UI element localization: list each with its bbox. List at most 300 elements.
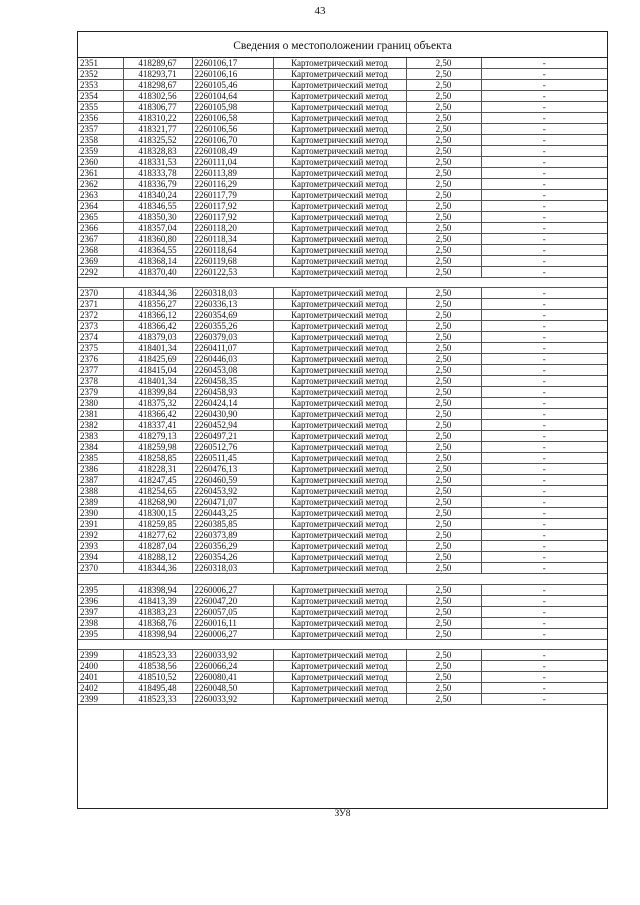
description-cell: - bbox=[481, 321, 607, 332]
method-cell: Картометрический метод bbox=[273, 157, 406, 168]
y-coordinate-cell: 2260373,89 bbox=[192, 530, 273, 541]
y-coordinate-cell: 2260104,64 bbox=[192, 91, 273, 102]
accuracy-cell: 2,50 bbox=[406, 486, 481, 497]
accuracy-cell: 2,50 bbox=[406, 58, 481, 69]
x-coordinate-cell: 418279,13 bbox=[123, 431, 192, 442]
x-coordinate-cell: 418287,04 bbox=[123, 541, 192, 552]
description-cell: - bbox=[481, 245, 607, 256]
y-coordinate-cell: 2260106,58 bbox=[192, 113, 273, 124]
point-number-cell: 2402 bbox=[78, 682, 123, 693]
accuracy-cell: 2,50 bbox=[406, 256, 481, 267]
x-coordinate-cell: 418328,83 bbox=[123, 146, 192, 157]
y-coordinate-cell: 2260379,03 bbox=[192, 332, 273, 343]
method-cell: Картометрический метод bbox=[273, 135, 406, 146]
x-coordinate-cell: 418366,12 bbox=[123, 310, 192, 321]
accuracy-cell: 2,50 bbox=[406, 69, 481, 80]
x-coordinate-cell: 418310,22 bbox=[123, 113, 192, 124]
description-cell: - bbox=[481, 223, 607, 234]
x-coordinate-cell: 418364,55 bbox=[123, 245, 192, 256]
method-cell: Картометрический метод bbox=[273, 201, 406, 212]
method-cell: Картометрический метод bbox=[273, 124, 406, 135]
x-coordinate-cell: 418415,04 bbox=[123, 365, 192, 376]
y-coordinate-cell: 2260355,26 bbox=[192, 321, 273, 332]
x-coordinate-cell: 418228,31 bbox=[123, 464, 192, 475]
description-cell: - bbox=[481, 387, 607, 398]
y-coordinate-cell: 2260047,20 bbox=[192, 595, 273, 606]
y-coordinate-cell: 2260118,64 bbox=[192, 245, 273, 256]
point-number-cell: 2396 bbox=[78, 595, 123, 606]
description-cell: - bbox=[481, 288, 607, 299]
description-cell: - bbox=[481, 332, 607, 343]
y-coordinate-cell: 2260108,49 bbox=[192, 146, 273, 157]
description-cell: - bbox=[481, 628, 607, 639]
description-cell: - bbox=[481, 486, 607, 497]
method-cell: Картометрический метод bbox=[273, 376, 406, 387]
description-cell: - bbox=[481, 124, 607, 135]
point-number-cell: 2397 bbox=[78, 606, 123, 617]
accuracy-cell: 2,50 bbox=[406, 671, 481, 682]
method-cell: Картометрический метод bbox=[273, 606, 406, 617]
y-coordinate-cell: 2260016,11 bbox=[192, 617, 273, 628]
table-row bbox=[78, 606, 607, 617]
point-number-cell: 2394 bbox=[78, 552, 123, 563]
point-number-cell: 2391 bbox=[78, 519, 123, 530]
y-coordinate-cell: 2260411,07 bbox=[192, 343, 273, 354]
y-coordinate-cell: 2260113,89 bbox=[192, 168, 273, 179]
y-coordinate-cell: 2260446,03 bbox=[192, 354, 273, 365]
x-coordinate-cell: 418401,34 bbox=[123, 376, 192, 387]
y-coordinate-cell: 2260471,07 bbox=[192, 497, 273, 508]
accuracy-cell: 2,50 bbox=[406, 245, 481, 256]
point-number-cell: 2383 bbox=[78, 431, 123, 442]
table-row bbox=[78, 387, 607, 398]
point-number-cell: 2400 bbox=[78, 660, 123, 671]
method-cell: Картометрический метод bbox=[273, 486, 406, 497]
method-cell: Картометрический метод bbox=[273, 649, 406, 660]
table-row bbox=[78, 299, 607, 310]
table-row bbox=[78, 256, 607, 267]
accuracy-cell: 2,50 bbox=[406, 113, 481, 124]
section-separator-row bbox=[78, 639, 607, 649]
table-row bbox=[78, 671, 607, 682]
x-coordinate-cell: 418298,67 bbox=[123, 80, 192, 91]
accuracy-cell: 2,50 bbox=[406, 146, 481, 157]
table-row bbox=[78, 464, 607, 475]
point-number-cell: 2399 bbox=[78, 649, 123, 660]
x-coordinate-cell: 418368,76 bbox=[123, 617, 192, 628]
x-coordinate-cell: 418288,12 bbox=[123, 552, 192, 563]
method-cell: Картометрический метод bbox=[273, 530, 406, 541]
description-cell: - bbox=[481, 91, 607, 102]
y-coordinate-cell: 2260512,76 bbox=[192, 442, 273, 453]
x-coordinate-cell: 418277,62 bbox=[123, 530, 192, 541]
y-coordinate-cell: 2260080,41 bbox=[192, 671, 273, 682]
table-row bbox=[78, 146, 607, 157]
separator-cell bbox=[78, 574, 607, 584]
description-cell: - bbox=[481, 475, 607, 486]
y-coordinate-cell: 2260497,21 bbox=[192, 431, 273, 442]
y-coordinate-cell: 2260117,92 bbox=[192, 212, 273, 223]
x-coordinate-cell: 418398,94 bbox=[123, 584, 192, 595]
x-coordinate-cell: 418370,40 bbox=[123, 267, 192, 278]
x-coordinate-cell: 418340,24 bbox=[123, 190, 192, 201]
y-coordinate-cell: 2260106,17 bbox=[192, 58, 273, 69]
x-coordinate-cell: 418300,15 bbox=[123, 508, 192, 519]
table-row bbox=[78, 628, 607, 639]
y-coordinate-cell: 2260453,92 bbox=[192, 486, 273, 497]
point-number-cell: 2395 bbox=[78, 584, 123, 595]
point-number-cell: 2365 bbox=[78, 212, 123, 223]
table-row bbox=[78, 508, 607, 519]
description-cell: - bbox=[481, 179, 607, 190]
method-cell: Картометрический метод bbox=[273, 190, 406, 201]
accuracy-cell: 2,50 bbox=[406, 157, 481, 168]
description-cell: - bbox=[481, 563, 607, 574]
table-row bbox=[78, 190, 607, 201]
accuracy-cell: 2,50 bbox=[406, 617, 481, 628]
point-number-cell: 2373 bbox=[78, 321, 123, 332]
section-separator-row bbox=[78, 278, 607, 288]
method-cell: Картометрический метод bbox=[273, 288, 406, 299]
description-cell: - bbox=[481, 508, 607, 519]
description-cell: - bbox=[481, 671, 607, 682]
table-row bbox=[78, 80, 607, 91]
method-cell: Картометрический метод bbox=[273, 245, 406, 256]
description-cell: - bbox=[481, 310, 607, 321]
y-coordinate-cell: 2260430,90 bbox=[192, 409, 273, 420]
point-number-cell: 2398 bbox=[78, 617, 123, 628]
description-cell: - bbox=[481, 267, 607, 278]
point-number-cell: 2364 bbox=[78, 201, 123, 212]
description-cell: - bbox=[481, 365, 607, 376]
method-cell: Картометрический метод bbox=[273, 398, 406, 409]
y-coordinate-cell: 2260048,50 bbox=[192, 682, 273, 693]
method-cell: Картометрический метод bbox=[273, 343, 406, 354]
accuracy-cell: 2,50 bbox=[406, 420, 481, 431]
coordinates-table bbox=[78, 58, 607, 705]
x-coordinate-cell: 418357,04 bbox=[123, 223, 192, 234]
document-frame bbox=[77, 31, 608, 819]
y-coordinate-cell: 2260057,05 bbox=[192, 606, 273, 617]
y-coordinate-cell: 2260385,85 bbox=[192, 519, 273, 530]
x-coordinate-cell: 418379,03 bbox=[123, 332, 192, 343]
description-cell: - bbox=[481, 212, 607, 223]
description-cell: - bbox=[481, 343, 607, 354]
point-number-cell: 2354 bbox=[78, 91, 123, 102]
table-row bbox=[78, 617, 607, 628]
y-coordinate-cell: 2260318,03 bbox=[192, 563, 273, 574]
table-row bbox=[78, 223, 607, 234]
point-number-cell: 2362 bbox=[78, 179, 123, 190]
table-row bbox=[78, 409, 607, 420]
x-coordinate-cell: 418254,65 bbox=[123, 486, 192, 497]
description-cell: - bbox=[481, 69, 607, 80]
x-coordinate-cell: 418538,56 bbox=[123, 660, 192, 671]
y-coordinate-cell: 2260443,25 bbox=[192, 508, 273, 519]
x-coordinate-cell: 418523,33 bbox=[123, 693, 192, 704]
x-coordinate-cell: 418346,55 bbox=[123, 201, 192, 212]
point-number-cell: 2366 bbox=[78, 223, 123, 234]
table-row bbox=[78, 584, 607, 595]
method-cell: Картометрический метод bbox=[273, 212, 406, 223]
description-cell: - bbox=[481, 420, 607, 431]
y-coordinate-cell: 2260458,35 bbox=[192, 376, 273, 387]
description-cell: - bbox=[481, 190, 607, 201]
accuracy-cell: 2,50 bbox=[406, 606, 481, 617]
table-row bbox=[78, 135, 607, 146]
x-coordinate-cell: 418289,67 bbox=[123, 58, 192, 69]
point-number-cell: 2385 bbox=[78, 453, 123, 464]
accuracy-cell: 2,50 bbox=[406, 212, 481, 223]
x-coordinate-cell: 418398,94 bbox=[123, 628, 192, 639]
description-cell: - bbox=[481, 649, 607, 660]
point-number-cell: 2387 bbox=[78, 475, 123, 486]
method-cell: Картометрический метод bbox=[273, 660, 406, 671]
accuracy-cell: 2,50 bbox=[406, 563, 481, 574]
description-cell: - bbox=[481, 354, 607, 365]
table-row bbox=[78, 91, 607, 102]
method-cell: Картометрический метод bbox=[273, 563, 406, 574]
x-coordinate-cell: 418350,30 bbox=[123, 212, 192, 223]
table-row bbox=[78, 354, 607, 365]
method-cell: Картометрический метод bbox=[273, 595, 406, 606]
description-cell: - bbox=[481, 135, 607, 146]
description-cell: - bbox=[481, 617, 607, 628]
method-cell: Картометрический метод bbox=[273, 442, 406, 453]
y-coordinate-cell: 2260117,79 bbox=[192, 190, 273, 201]
table-row bbox=[78, 453, 607, 464]
point-number-cell: 2372 bbox=[78, 310, 123, 321]
y-coordinate-cell: 2260118,20 bbox=[192, 223, 273, 234]
accuracy-cell: 2,50 bbox=[406, 234, 481, 245]
method-cell: Картометрический метод bbox=[273, 168, 406, 179]
accuracy-cell: 2,50 bbox=[406, 431, 481, 442]
point-number-cell: 2371 bbox=[78, 299, 123, 310]
table-row bbox=[78, 486, 607, 497]
section-separator-row bbox=[78, 574, 607, 584]
table-row bbox=[78, 267, 607, 278]
accuracy-cell: 2,50 bbox=[406, 376, 481, 387]
accuracy-cell: 2,50 bbox=[406, 288, 481, 299]
method-cell: Картометрический метод bbox=[273, 332, 406, 343]
description-cell: - bbox=[481, 606, 607, 617]
description-cell: - bbox=[481, 299, 607, 310]
table-row bbox=[78, 563, 607, 574]
x-coordinate-cell: 418302,56 bbox=[123, 91, 192, 102]
description-cell: - bbox=[481, 80, 607, 91]
method-cell: Картометрический метод bbox=[273, 321, 406, 332]
y-coordinate-cell: 2260033,92 bbox=[192, 649, 273, 660]
method-cell: Картометрический метод bbox=[273, 354, 406, 365]
x-coordinate-cell: 418331,53 bbox=[123, 157, 192, 168]
method-cell: Картометрический метод bbox=[273, 256, 406, 267]
description-cell: - bbox=[481, 157, 607, 168]
x-coordinate-cell: 418321,77 bbox=[123, 124, 192, 135]
method-cell: Картометрический метод bbox=[273, 223, 406, 234]
description-cell: - bbox=[481, 519, 607, 530]
x-coordinate-cell: 418344,36 bbox=[123, 288, 192, 299]
table-row bbox=[78, 310, 607, 321]
accuracy-cell: 2,50 bbox=[406, 201, 481, 212]
y-coordinate-cell: 2260119,68 bbox=[192, 256, 273, 267]
x-coordinate-cell: 418413,39 bbox=[123, 595, 192, 606]
accuracy-cell: 2,50 bbox=[406, 660, 481, 671]
accuracy-cell: 2,50 bbox=[406, 628, 481, 639]
y-coordinate-cell: 2260006,27 bbox=[192, 584, 273, 595]
table-row bbox=[78, 201, 607, 212]
table-row bbox=[78, 541, 607, 552]
table-row bbox=[78, 245, 607, 256]
separator-cell bbox=[78, 639, 607, 649]
point-number-cell: 2368 bbox=[78, 245, 123, 256]
table-row bbox=[78, 497, 607, 508]
y-coordinate-cell: 2260106,70 bbox=[192, 135, 273, 146]
method-cell: Картометрический метод bbox=[273, 475, 406, 486]
accuracy-cell: 2,50 bbox=[406, 442, 481, 453]
point-number-cell: 2381 bbox=[78, 409, 123, 420]
x-coordinate-cell: 418360,80 bbox=[123, 234, 192, 245]
table-row bbox=[78, 530, 607, 541]
table-row bbox=[78, 69, 607, 80]
accuracy-cell: 2,50 bbox=[406, 135, 481, 146]
table-row bbox=[78, 332, 607, 343]
point-number-cell: 2363 bbox=[78, 190, 123, 201]
point-number-cell: 2358 bbox=[78, 135, 123, 146]
table-row bbox=[78, 58, 607, 69]
method-cell: Картометрический метод bbox=[273, 420, 406, 431]
x-coordinate-cell: 418425,69 bbox=[123, 354, 192, 365]
x-coordinate-cell: 418495,48 bbox=[123, 682, 192, 693]
point-number-cell: 2370 bbox=[78, 563, 123, 574]
description-cell: - bbox=[481, 442, 607, 453]
accuracy-cell: 2,50 bbox=[406, 299, 481, 310]
method-cell: Картометрический метод bbox=[273, 508, 406, 519]
y-coordinate-cell: 2260453,08 bbox=[192, 365, 273, 376]
method-cell: Картометрический метод bbox=[273, 617, 406, 628]
y-coordinate-cell: 2260122,53 bbox=[192, 267, 273, 278]
point-number-cell: 2378 bbox=[78, 376, 123, 387]
point-number-cell: 2360 bbox=[78, 157, 123, 168]
accuracy-cell: 2,50 bbox=[406, 321, 481, 332]
method-cell: Картометрический метод bbox=[273, 91, 406, 102]
y-coordinate-cell: 2260106,16 bbox=[192, 69, 273, 80]
description-cell: - bbox=[481, 234, 607, 245]
accuracy-cell: 2,50 bbox=[406, 223, 481, 234]
point-number-cell: 2370 bbox=[78, 288, 123, 299]
x-coordinate-cell: 418366,42 bbox=[123, 409, 192, 420]
x-coordinate-cell: 418333,78 bbox=[123, 168, 192, 179]
point-number-cell: 2382 bbox=[78, 420, 123, 431]
table-row bbox=[78, 124, 607, 135]
x-coordinate-cell: 418399,84 bbox=[123, 387, 192, 398]
accuracy-cell: 2,50 bbox=[406, 508, 481, 519]
description-cell: - bbox=[481, 409, 607, 420]
point-number-cell: 2390 bbox=[78, 508, 123, 519]
description-cell: - bbox=[481, 398, 607, 409]
x-coordinate-cell: 418366,42 bbox=[123, 321, 192, 332]
x-coordinate-cell: 418258,85 bbox=[123, 453, 192, 464]
table-row bbox=[78, 113, 607, 124]
point-number-cell: 2375 bbox=[78, 343, 123, 354]
accuracy-cell: 2,50 bbox=[406, 464, 481, 475]
point-number-cell: 2367 bbox=[78, 234, 123, 245]
table-row bbox=[78, 212, 607, 223]
separator-cell bbox=[78, 278, 607, 288]
table-row bbox=[78, 649, 607, 660]
accuracy-cell: 2,50 bbox=[406, 190, 481, 201]
table-row bbox=[78, 343, 607, 354]
description-cell: - bbox=[481, 552, 607, 563]
accuracy-cell: 2,50 bbox=[406, 398, 481, 409]
method-cell: Картометрический метод bbox=[273, 387, 406, 398]
y-coordinate-cell: 2260105,46 bbox=[192, 80, 273, 91]
accuracy-cell: 2,50 bbox=[406, 365, 481, 376]
y-coordinate-cell: 2260318,03 bbox=[192, 288, 273, 299]
accuracy-cell: 2,50 bbox=[406, 332, 481, 343]
accuracy-cell: 2,50 bbox=[406, 682, 481, 693]
y-coordinate-cell: 2260066,24 bbox=[192, 660, 273, 671]
point-number-cell: 2376 bbox=[78, 354, 123, 365]
point-number-cell: 2292 bbox=[78, 267, 123, 278]
accuracy-cell: 2,50 bbox=[406, 124, 481, 135]
accuracy-cell: 2,50 bbox=[406, 475, 481, 486]
x-coordinate-cell: 418337,41 bbox=[123, 420, 192, 431]
point-number-cell: 2377 bbox=[78, 365, 123, 376]
accuracy-cell: 2,50 bbox=[406, 354, 481, 365]
point-number-cell: 2392 bbox=[78, 530, 123, 541]
description-cell: - bbox=[481, 464, 607, 475]
accuracy-cell: 2,50 bbox=[406, 387, 481, 398]
description-cell: - bbox=[481, 660, 607, 671]
x-coordinate-cell: 418306,77 bbox=[123, 102, 192, 113]
description-cell: - bbox=[481, 682, 607, 693]
y-coordinate-cell: 2260105,98 bbox=[192, 102, 273, 113]
y-coordinate-cell: 2260354,26 bbox=[192, 552, 273, 563]
accuracy-cell: 2,50 bbox=[406, 267, 481, 278]
method-cell: Картометрический метод bbox=[273, 464, 406, 475]
table-row bbox=[78, 157, 607, 168]
point-number-cell: 2388 bbox=[78, 486, 123, 497]
method-cell: Картометрический метод bbox=[273, 234, 406, 245]
x-coordinate-cell: 418383,23 bbox=[123, 606, 192, 617]
y-coordinate-cell: 2260458,93 bbox=[192, 387, 273, 398]
description-cell: - bbox=[481, 431, 607, 442]
y-coordinate-cell: 2260356,29 bbox=[192, 541, 273, 552]
table-row bbox=[78, 234, 607, 245]
point-number-cell: 2399 bbox=[78, 693, 123, 704]
table-row bbox=[78, 475, 607, 486]
parcel-code: ЗУ8 bbox=[334, 809, 351, 819]
method-cell: Картометрический метод bbox=[273, 80, 406, 91]
x-coordinate-cell: 418523,33 bbox=[123, 649, 192, 660]
method-cell: Картометрический метод bbox=[273, 584, 406, 595]
method-cell: Картометрический метод bbox=[273, 310, 406, 321]
method-cell: Картометрический метод bbox=[273, 299, 406, 310]
accuracy-cell: 2,50 bbox=[406, 584, 481, 595]
point-number-cell: 2359 bbox=[78, 146, 123, 157]
point-number-cell: 2393 bbox=[78, 541, 123, 552]
description-cell: - bbox=[481, 541, 607, 552]
method-cell: Картометрический метод bbox=[273, 58, 406, 69]
description-cell: - bbox=[481, 113, 607, 124]
point-number-cell: 2356 bbox=[78, 113, 123, 124]
accuracy-cell: 2,50 bbox=[406, 649, 481, 660]
table-row bbox=[78, 321, 607, 332]
point-number-cell: 2386 bbox=[78, 464, 123, 475]
method-cell: Картометрический метод bbox=[273, 628, 406, 639]
y-coordinate-cell: 2260511,45 bbox=[192, 453, 273, 464]
y-coordinate-cell: 2260118,34 bbox=[192, 234, 273, 245]
